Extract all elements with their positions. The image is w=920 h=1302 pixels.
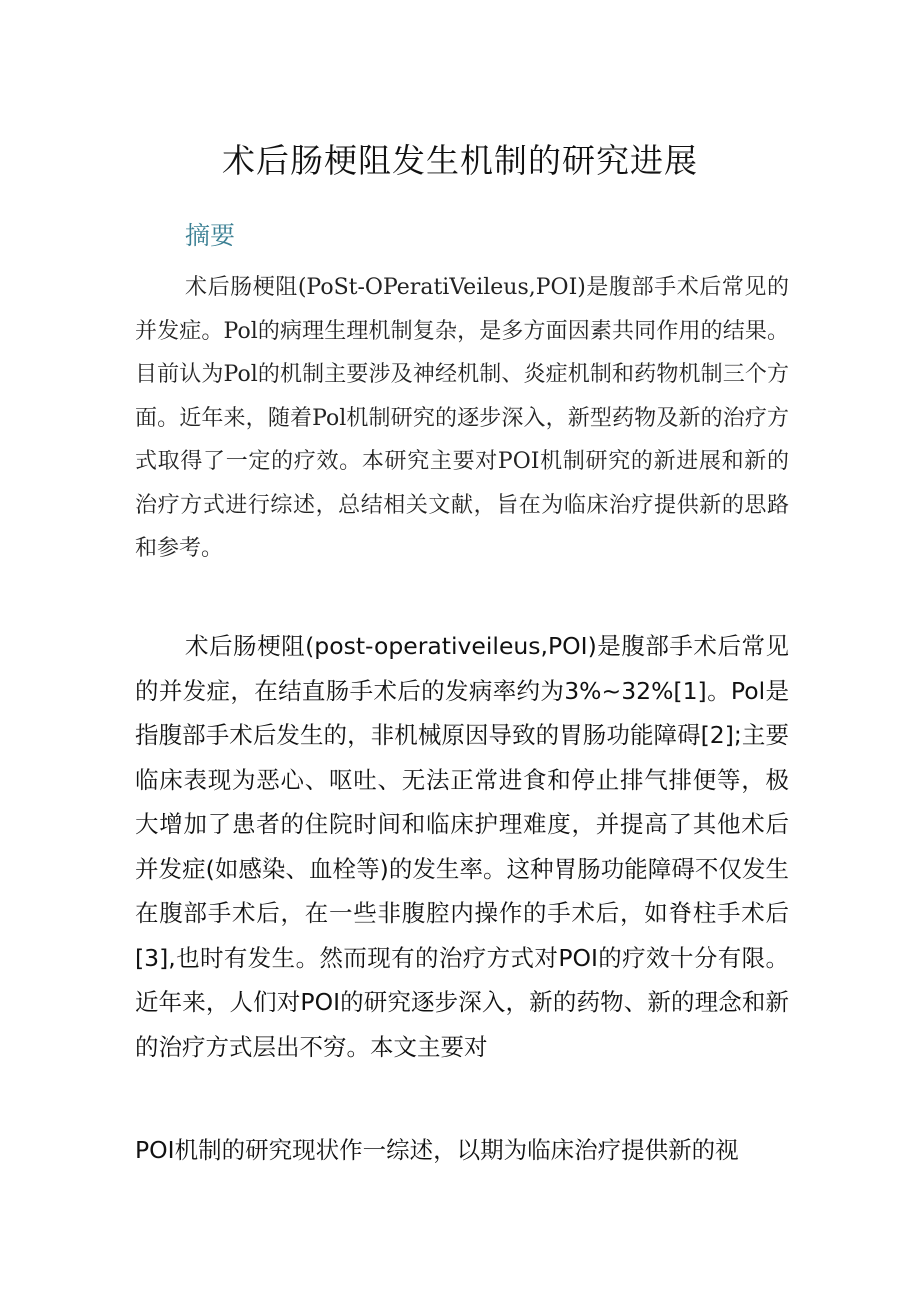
abstract-heading: 摘要 bbox=[185, 221, 236, 250]
body-paragraph: 术后肠梗阻(post-operativeileus,POI)是腹部手术后常见的并发症，在结直肠手术后的发病率约为3%~32%[1]。Pol是指腹部手术后发生的，非机械原因导致的胃肠功能障碍[2];主要临床表现为恶心、呕吐、无法正常进食和停止排气排便等，极大增加了患者的住院时间和临床护理难度，并提高了其他术后并发症(如感染、血栓等)的发生率。这种胃肠功能障碍不仅发生在腹部手术后，在一些非腹腔内操作的手术后，如脊柱手术后[3],也时有发生。然而现有的治疗方式对POI的疗效十分有限。近年来，人们对POI的研究逐步深入，新的药物、新的理念和新的治疗方式层出不穷。本文主要对 bbox=[135, 632, 789, 1061]
body-paragraph-continued: POI机制的研究现状作一综述，以期为临床治疗提供新的视 bbox=[135, 1136, 739, 1164]
abstract-paragraph: 术后肠梗阻(PoSt-OPeratiVeileus,POI)是腹部手术后常见的并发症。Pol的病理生理机制复杂，是多方面因素共同作用的结果。目前认为Pol的机制主要涉及神经机制、炎症机制和药物机制三个方面。近年来，随着Pol机制研究的逐步深入，新型药物及新的治疗方式取得了一定的疗效。本研究主要对POI机制研究的新进展和新的治疗方式进行综述，总结相关文献，旨在为临床治疗提供新的思路和参考。 bbox=[135, 275, 789, 561]
document-title: 术后肠梗阻发生机制的研究进展 bbox=[222, 141, 698, 180]
